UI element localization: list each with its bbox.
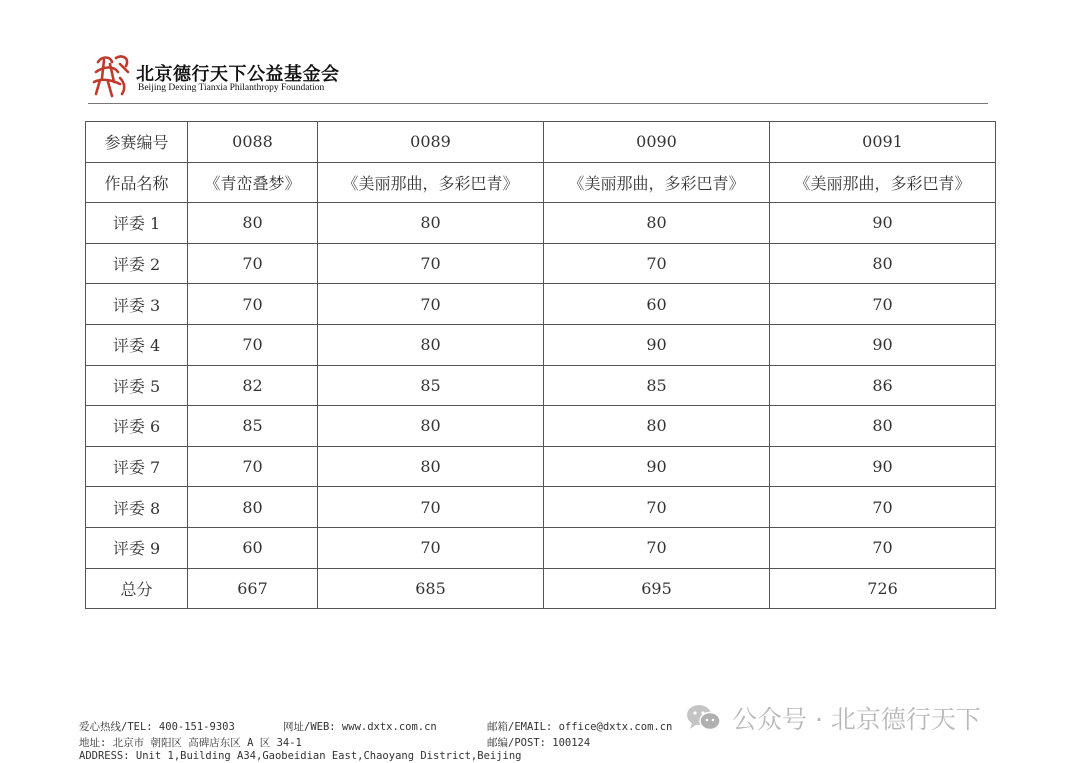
table-row [86,406,996,447]
judge-score-cell: 86 [770,365,996,406]
row-label: 评委 1 [86,203,188,244]
judge-score-cell: 70 [188,284,318,325]
judge-score-cell: 70 [770,284,996,325]
row-label: 评委 2 [86,243,188,284]
footer-email: 邮箱/EMAIL: office@dxtx.com.cn [487,721,673,733]
table-row [86,284,996,325]
judge-score-cell: 80 [770,243,996,284]
total-score-cell: 726 [770,568,996,609]
watermark-text: 公众号 · 北京德行天下 [732,705,981,734]
table-row [86,527,996,568]
org-name-en: Beijing Dexing Tianxia Philanthropy Foundation [138,83,325,93]
footer-address-en: ADDRESS: Unit 1,Building A34,Gaobeidian East,Chaoyang District,Beijing [79,750,522,762]
total-score-cell: 695 [544,568,770,609]
row-label: 评委 9 [86,527,188,568]
judge-score-cell: 90 [544,446,770,487]
entry-number-cell: 0091 [770,122,996,163]
footer-web: 网址/WEB: www.dxtx.com.cn [283,721,437,733]
table-row [86,568,996,609]
row-label: 评委 8 [86,487,188,528]
table-row [86,122,996,163]
judge-score-cell: 70 [188,446,318,487]
table-row [86,162,996,203]
judge-score-cell: 60 [188,527,318,568]
row-label: 评委 3 [86,284,188,325]
work-title-cell: 《美丽那曲，多彩巴青》 [318,162,544,203]
work-title-cell: 《美丽那曲，多彩巴青》 [770,162,996,203]
judge-score-cell: 70 [770,487,996,528]
judge-score-cell: 80 [770,406,996,447]
row-label: 评委 5 [86,365,188,406]
work-title-cell: 《青峦叠梦》 [188,162,318,203]
judge-score-cell: 90 [770,203,996,244]
judge-score-cell: 70 [544,243,770,284]
score-table-body [86,122,996,609]
score-table [85,121,996,609]
work-title-cell: 《美丽那曲，多彩巴青》 [544,162,770,203]
table-row [86,203,996,244]
footer-post: 邮编/POST: 100124 [487,737,591,749]
row-label: 评委 4 [86,324,188,365]
judge-score-cell: 90 [544,324,770,365]
row-label: 参赛编号 [86,122,188,163]
wechat-icon [686,703,722,733]
judge-score-cell: 85 [318,365,544,406]
row-label: 作品名称 [86,162,188,203]
judge-score-cell: 70 [770,527,996,568]
footer-tel: 爱心热线/TEL: 400-151-9303 [79,721,235,733]
wechat-watermark [686,700,981,736]
judge-score-cell: 90 [770,324,996,365]
judge-score-cell: 80 [318,203,544,244]
entry-number-cell: 0090 [544,122,770,163]
entry-number-cell: 0088 [188,122,318,163]
table-row [86,365,996,406]
judge-score-cell: 80 [318,446,544,487]
table-row [86,243,996,284]
judge-score-cell: 80 [544,203,770,244]
judge-score-cell: 70 [318,243,544,284]
row-label: 总分 [86,568,188,609]
judge-score-cell: 70 [318,527,544,568]
judge-score-cell: 80 [318,406,544,447]
judge-score-cell: 70 [318,487,544,528]
header-divider [88,103,988,104]
judge-score-cell: 80 [318,324,544,365]
total-score-cell: 685 [318,568,544,609]
judge-score-cell: 70 [544,487,770,528]
judge-score-cell: 80 [188,203,318,244]
org-name-cn: 北京德行天下公益基金会 [136,64,340,85]
row-label: 评委 6 [86,406,188,447]
foundation-logo-icon [90,52,134,98]
judge-score-cell: 82 [188,365,318,406]
judge-score-cell: 85 [544,365,770,406]
total-score-cell: 667 [188,568,318,609]
row-label: 评委 7 [86,446,188,487]
table-row [86,446,996,487]
entry-number-cell: 0089 [318,122,544,163]
judge-score-cell: 85 [188,406,318,447]
judge-score-cell: 70 [188,324,318,365]
judge-score-cell: 70 [318,284,544,325]
judge-score-cell: 80 [544,406,770,447]
table-row [86,324,996,365]
table-row [86,487,996,528]
judge-score-cell: 70 [544,527,770,568]
footer-address-cn: 地址: 北京市 朝阳区 高碑店东区 A 区 34-1 [79,737,302,749]
judge-score-cell: 80 [188,487,318,528]
judge-score-cell: 90 [770,446,996,487]
judge-score-cell: 70 [188,243,318,284]
judge-score-cell: 60 [544,284,770,325]
